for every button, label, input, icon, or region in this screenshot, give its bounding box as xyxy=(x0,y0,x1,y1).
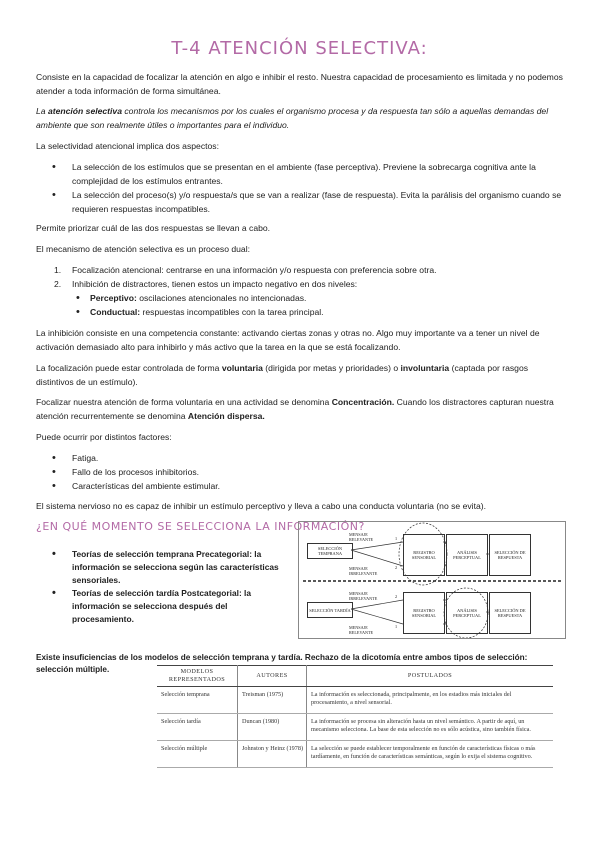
channel-number: 1 xyxy=(395,536,398,541)
sensory-register-box: REGISTRO SENSORIAL xyxy=(403,592,445,634)
factors-list xyxy=(36,451,564,493)
table-header-row xyxy=(157,666,553,687)
item-text: Inhibición de distractores, tienen estos un impacto negativo en dos niveles: xyxy=(72,279,358,289)
page-title: T-4 ATENCIÓN SELECTIVA: xyxy=(171,38,428,59)
aspects-list xyxy=(36,160,564,216)
concentration-term: Concentración. xyxy=(331,397,395,407)
channel-number: 2 xyxy=(395,565,398,570)
focal-voluntary: voluntaria xyxy=(221,363,263,373)
table-row xyxy=(157,687,553,714)
channel-number: 1 xyxy=(395,624,398,629)
definition-prefix: La xyxy=(36,106,48,116)
nervous-system-paragraph: El sistema nervioso no es capaz de inhibir un estímulo perceptivo y lleva a cabo una conducta voluntaria (no se evita). xyxy=(36,501,486,511)
prioritize-paragraph: Permite priorizar cuál de las dos respuestas se llevan a cabo. xyxy=(36,223,271,233)
level-term: Conductual: xyxy=(90,307,141,317)
level-text: oscilaciones atencionales no intencionadas. xyxy=(136,293,307,303)
late-selection-box: SELECCIÓN TARDÍA xyxy=(307,602,353,618)
table-cell: La información se procesa sin alteración hasta un nivel semántico. A partir de aquí, un mecanismo selecciona. La base de esta selección no es sólo acústica, sino también física. xyxy=(307,714,554,741)
focalization-paragraph xyxy=(36,361,564,389)
list-item: • La selección del proceso(s) y/o respuesta/s que se van a realizar (fase de respuesta). Evita la parálisis del organismo cuando se requieren respuestas incompatibles. xyxy=(36,188,564,216)
column-header: MODELOS REPRESENTADOS xyxy=(157,666,238,687)
models-table xyxy=(157,665,553,768)
inhibition-paragraph: La inhibición consiste en una competencia constante: activando ciertas zonas y otras no. Algo muy importante va a tener un nivel de activación demasiado alto para inhibirlo y más activo que la tarea en la que se está focalizando. xyxy=(36,328,540,352)
list-item: • Fallo de los procesos inhibitorios. xyxy=(36,465,564,479)
list-item: • Fatiga. xyxy=(36,451,564,465)
perceptual-analysis-box: ANÁLISIS PERCEPTUAL xyxy=(446,592,488,634)
table-cell: Duncan (1980) xyxy=(238,714,307,741)
list-item xyxy=(36,277,564,291)
table-cell: Selección temprana xyxy=(157,687,238,714)
concentration-text-c: Cuando los distractores capturan nuestra atención recurrentemente se denomina xyxy=(36,397,554,421)
table-cell: La selección se puede establecer temporalmente en función de características físicas o más tardíamente, en función de características semánticas, según lo exija el sistema cognitivo. xyxy=(307,741,554,768)
list-item: • Teorías de selección temprana Precategorial: la información se selecciona según las características sensoriales. xyxy=(36,548,286,587)
concentration-paragraph xyxy=(36,395,564,423)
theories-list xyxy=(36,548,286,626)
table-cell: Treisman (1975) xyxy=(238,687,307,714)
channel-number: 2 xyxy=(395,594,398,599)
column-header: AUTORES xyxy=(238,666,307,687)
mechanism-paragraph: El mecanismo de atención selectiva es un proceso dual: xyxy=(36,244,251,254)
table-row xyxy=(157,714,553,741)
concentration-text-a: Focalizar nuestra atención de forma voluntaria en una actividad se denomina xyxy=(36,397,332,407)
sensory-register-box: REGISTRO SENSORIAL xyxy=(403,534,445,576)
irrelevant-label: MENSAJE IRRELEVANTE xyxy=(349,591,378,601)
section-heading: ¿EN QUÉ MOMENTO SE SELECCIONA LA INFORMACIÓN? xyxy=(36,520,365,533)
response-selection-box: SELECCIÓN DE RESPUESTA xyxy=(489,534,531,576)
list-item: • La selección de los estímulos que se presentan en el ambiente (fase perceptiva). Previene la sobrecarga cognitiva ante la complejidad de los estímulos entrantes. xyxy=(36,160,564,188)
list-item: • Teorías de selección tardía Postcategorial: la información se selecciona después del procesamiento. xyxy=(36,587,286,626)
table-cell: Selección tardía xyxy=(157,714,238,741)
table-cell: La información es seleccionada, principalmente, en los estadios más iniciales del procesamiento, a nivel sensorial. xyxy=(307,687,554,714)
relevant-label: MENSAJE RELEVANTE xyxy=(349,532,374,542)
focal-involuntary: involuntaria xyxy=(400,363,450,373)
list-item xyxy=(36,305,564,319)
dual-list xyxy=(36,263,564,319)
relevant-label: MENSAJE RELEVANTE xyxy=(349,625,374,635)
level-term: Perceptivo: xyxy=(90,293,137,303)
item-text: Focalización atencional: centrarse en una información y/o respuesta con preferencia sobre otra. xyxy=(72,265,437,275)
list-item xyxy=(36,291,564,305)
item-number: 1. xyxy=(54,265,62,275)
definition-paragraph xyxy=(36,104,564,132)
early-selection-box: SELECCIÓN TEMPRANA xyxy=(307,543,353,559)
table-cell: Johnston y Heinz (1978) xyxy=(238,741,307,768)
focal-text-a: La focalización puede estar controlada de forma xyxy=(36,363,222,373)
perceptual-analysis-box: ANÁLISIS PERCEPTUAL xyxy=(446,534,488,576)
aspects-intro: La selectividad atencional implica dos aspectos: xyxy=(36,141,219,151)
definition-text: controla los mecanismos por los cuales el organismo procesa y da respuesta tan sólo a aquellas demandas del ambiente que son realmente útiles o importantes para el individuo. xyxy=(36,106,549,130)
dispersed-attention-term: Atención dispersa. xyxy=(187,411,265,421)
focal-text-c: (dirigida por metas y prioridades) o xyxy=(262,363,401,373)
item-number: 2. xyxy=(54,279,62,289)
table-row xyxy=(157,741,553,768)
irrelevant-label: MENSAJE IRRELEVANTE xyxy=(349,566,378,576)
insufficiency-paragraph: Existe insuficiencias de los modelos de selección temprana y tardía. Rechazo de la dicotomía entre ambos tipos de selección: selección múltiple. xyxy=(36,653,528,674)
list-item: • Características del ambiente estimular. xyxy=(36,479,564,493)
column-header: POSTULADOS xyxy=(307,666,554,687)
list-item xyxy=(36,263,564,277)
response-selection-box: SELECCIÓN DE RESPUESTA xyxy=(489,592,531,634)
level-text: respuestas incompatibles con la tarea principal. xyxy=(140,307,324,317)
definition-term: atención selectiva xyxy=(47,106,122,116)
selection-diagram xyxy=(298,521,566,639)
table-cell: Selección múltiple xyxy=(157,741,238,768)
focal-text-d: (captada por rasgos distintivos de un estímulo). xyxy=(36,363,529,387)
factors-intro: Puede ocurrir por distintos factores: xyxy=(36,432,172,442)
intro-paragraph: Consiste en la capacidad de focalizar la atención en algo e inhibir el resto. Nuestra capacidad de procesamiento es limitada y no podemos atender a toda información de forma simultánea. xyxy=(36,72,563,96)
